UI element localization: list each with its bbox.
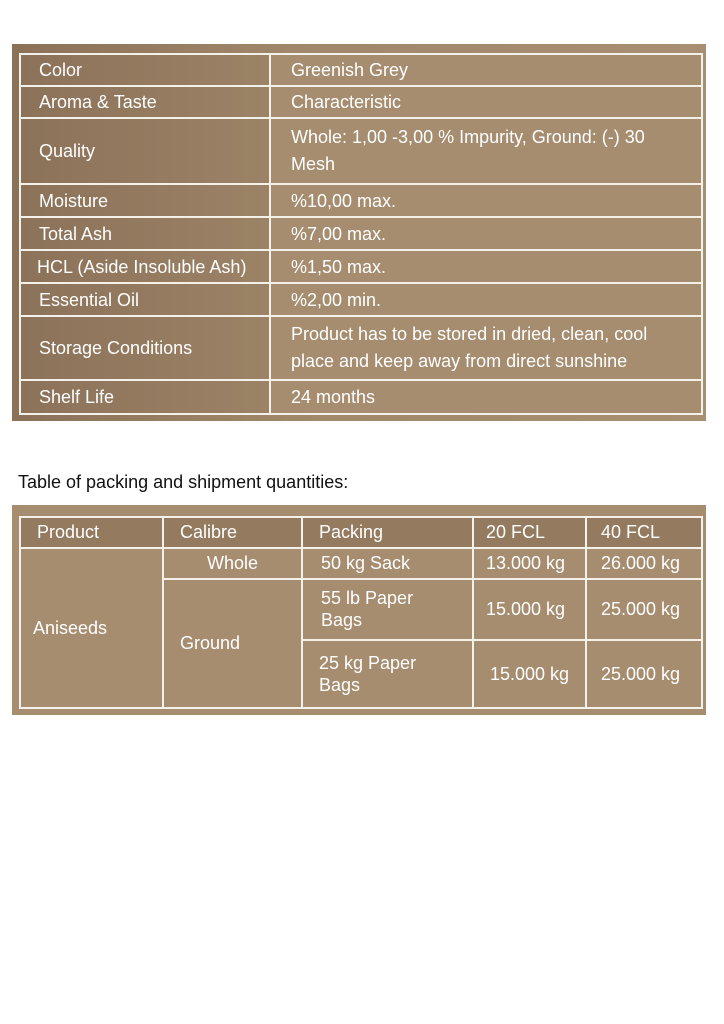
packing-table (19, 516, 703, 709)
spec-value: Product has to be stored in dried, clean, cool place and keep away from direct sunshine (270, 316, 702, 380)
product-cell: Aniseeds (20, 548, 163, 708)
spec-value: Greenish Grey (270, 54, 702, 86)
spec-key: HCL (Aside Insoluble Ash) (20, 250, 270, 283)
spec-row-aroma (20, 86, 702, 118)
packing-cell: 55 lb Paper Bags (302, 579, 473, 641)
spec-value: %1,50 max. (270, 250, 702, 283)
packing-table-panel (12, 505, 706, 715)
packing-row-whole (20, 548, 702, 579)
spec-value: %2,00 min. (270, 283, 702, 316)
spec-key: Quality (20, 118, 270, 184)
spec-row-moisture (20, 184, 702, 217)
spec-row-essential-oil (20, 283, 702, 316)
spec-row-hcl (20, 250, 702, 283)
specification-table-panel (12, 44, 706, 421)
spec-key: Moisture (20, 184, 270, 217)
calibre-cell: Whole (163, 548, 302, 579)
spec-row-color (20, 54, 702, 86)
fcl40-cell: 25.000 kg (586, 579, 702, 641)
specification-table (19, 53, 703, 415)
spec-row-total-ash (20, 217, 702, 250)
spec-key: Color (20, 54, 270, 86)
spec-value: Whole: 1,00 -3,00 % Impurity, Ground: (-) 30 Mesh (270, 118, 702, 184)
fcl20-cell: 15.000 kg (473, 579, 586, 641)
fcl20-cell: 15.000 kg (473, 640, 586, 708)
spec-value: Characteristic (270, 86, 702, 118)
spec-key: Essential Oil (20, 283, 270, 316)
packing-header-row (20, 517, 702, 548)
header-40-fcl: 40 FCL (586, 517, 702, 548)
header-product: Product (20, 517, 163, 548)
fcl20-cell: 13.000 kg (473, 548, 586, 579)
spec-row-shelf-life (20, 380, 702, 414)
spec-value: %7,00 max. (270, 217, 702, 250)
spec-row-quality (20, 118, 702, 184)
spec-value: %10,00 max. (270, 184, 702, 217)
calibre-cell: Ground (163, 579, 302, 708)
packing-table-caption: Table of packing and shipment quantities: (18, 472, 349, 492)
header-calibre: Calibre (163, 517, 302, 548)
fcl40-cell: 26.000 kg (586, 548, 702, 579)
spec-key: Aroma & Taste (20, 86, 270, 118)
packing-cell: 50 kg Sack (302, 548, 473, 579)
spec-key: Storage Conditions (20, 316, 270, 380)
fcl40-cell: 25.000 kg (586, 640, 702, 708)
spec-key: Shelf Life (20, 380, 270, 414)
spec-row-storage (20, 316, 702, 380)
packing-cell: 25 kg Paper Bags (302, 640, 473, 708)
header-20-fcl: 20 FCL (473, 517, 586, 548)
spec-key: Total Ash (20, 217, 270, 250)
spec-value: 24 months (270, 380, 702, 414)
header-packing: Packing (302, 517, 473, 548)
